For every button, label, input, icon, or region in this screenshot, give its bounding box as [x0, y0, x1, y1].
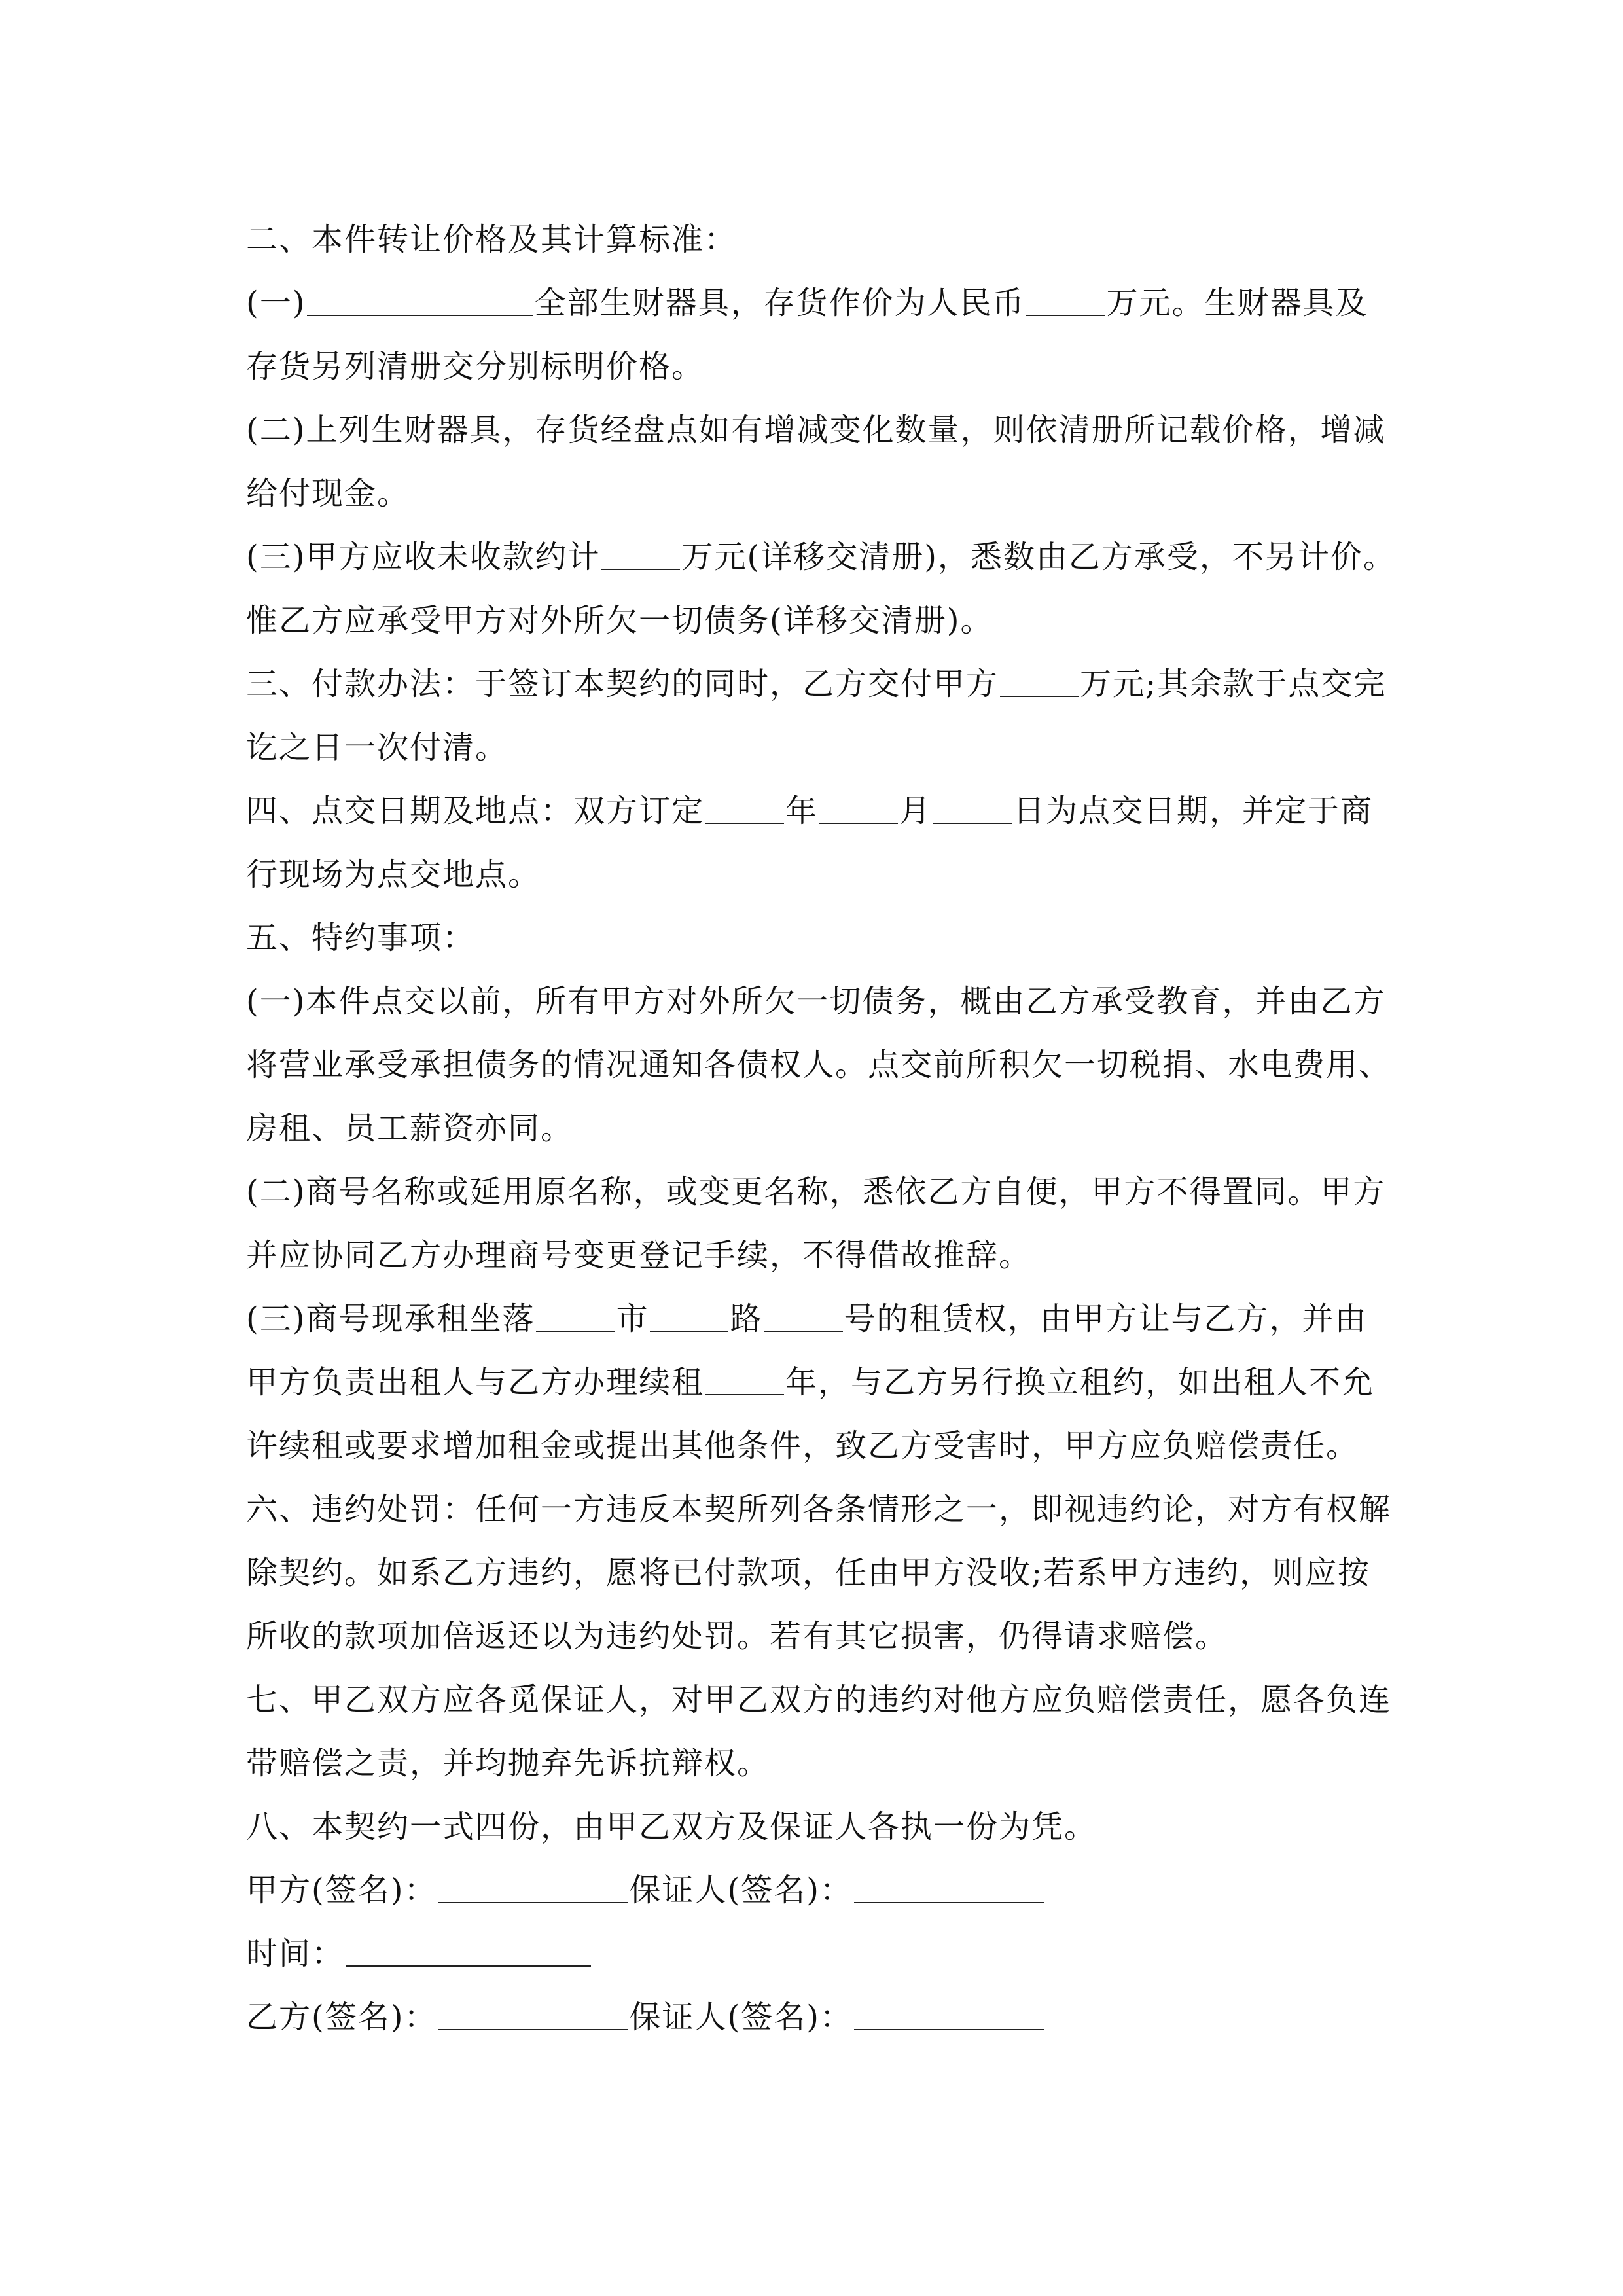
signature-row-party-a	[246, 1859, 1404, 1922]
text-line: 存货另列清册交分别标明价格。	[246, 348, 705, 385]
party-a-signature-field[interactable]	[438, 1871, 628, 1903]
guarantor-signature-label: 保证人(签名)：	[629, 1999, 853, 2036]
clause-2-3-line: (三)甲方应收未收款约计 万元(详移交清册)，悉数由乙方承受，不另计价。	[246, 539, 1396, 575]
text-line: 甲方负责出租人与乙方办理续租 年，与乙方另行换立租约，如出租人不允	[246, 1364, 1375, 1401]
clause-2-2-line: (二)上列生财器具，存货经盘点如有增减变化数量，则依清册所记载价格，增减	[246, 412, 1386, 448]
clause-5-3-line: (三)商号现承租坐落 市 路 号的租赁权，由甲方让与乙方，并由	[246, 1300, 1368, 1337]
clause-2-heading: 二、本件转让价格及其计算标准：	[246, 221, 738, 258]
clause-6-line: 六、违约处罚：任何一方违反本契所列各条情形之一，即视违约论，对方有权解	[246, 1491, 1392, 1528]
clause-8-line: 八、本契约一式四份，由甲乙双方及保证人各执一份为凭。	[246, 1808, 1097, 1845]
party-b-signature-field[interactable]	[438, 1998, 628, 2030]
blank-field[interactable]	[307, 283, 533, 316]
party-b-signature-label: 乙方(签名)：	[246, 1999, 437, 2036]
party-a-signature-label: 甲方(签名)：	[246, 1872, 437, 1909]
signature-row-time	[246, 1922, 1404, 1986]
clause-4-line: 四、点交日期及地点：双方订定 年 月 日为点交日期，并定于商	[246, 793, 1374, 829]
clause-3-line: 三、付款办法：于签订本契约的同时，乙方交付甲方 万元;其余款于点交完	[246, 666, 1387, 702]
text-line: 许续租或要求增加租金或提出其他条件，致乙方受害时，甲方应负赔偿责任。	[246, 1427, 1359, 1464]
text-line: 行现场为点交地点。	[246, 856, 541, 893]
text-line: 除契约。如系乙方违约，愿将已付款项，任由甲方没收;若系甲方违约，则应按	[246, 1554, 1371, 1591]
blank-field[interactable]	[705, 1363, 784, 1395]
guarantor-signature-field[interactable]	[854, 1998, 1044, 2030]
blank-field[interactable]	[536, 1299, 615, 1332]
text-line: 带赔偿之责，并均抛弃先诉抗辩权。	[246, 1745, 770, 1782]
clause-5-2-line: (二)商号名称或延用原名称，或变更名称，悉依乙方自便，甲方不得置同。甲方	[246, 1174, 1386, 1210]
text-line: 将营业承受承担债务的情况通知各债权人。点交前所积欠一切税捐、水电费用、	[246, 1047, 1392, 1083]
time-label: 时间：	[246, 1935, 345, 1972]
signature-row-party-b	[246, 1986, 1404, 2049]
text-line: 并应协同乙方办理商号变更登记手续，不得借故推辞。	[246, 1237, 1032, 1274]
text-line: 惟乙方应承受甲方对外所欠一切债务(详移交清册)。	[246, 602, 993, 639]
text-line: 讫之日一次付清。	[246, 729, 508, 766]
clause-5-1-line: (一)本件点交以前，所有甲方对外所欠一切债务，概由乙方承受教育，并由乙方	[246, 983, 1386, 1020]
blank-field[interactable]	[1026, 283, 1105, 316]
guarantor-signature-field[interactable]	[854, 1871, 1044, 1903]
blank-field[interactable]	[601, 537, 680, 570]
clause-2-1-line: (一) 全部生财器具，存货作价为人民币 万元。生财器具及	[246, 285, 1368, 321]
text-line: 所收的款项加倍返还以为违约处罚。若有其它损害，仍得请求赔偿。	[246, 1618, 1228, 1655]
clause-7-line: 七、甲乙双方应各觅保证人，对甲乙双方的违约对他方应负赔偿责任，愿各负连	[246, 1681, 1392, 1718]
blank-field[interactable]	[933, 791, 1012, 824]
blank-field[interactable]	[1000, 664, 1079, 697]
blank-field[interactable]	[705, 791, 784, 824]
contract-body	[246, 208, 1404, 2049]
text-line: 给付现金。	[246, 475, 410, 512]
text-line: 房租、员工薪资亦同。	[246, 1110, 574, 1147]
clause-5-heading: 五、特约事项：	[246, 920, 476, 956]
time-field[interactable]	[346, 1934, 591, 1967]
guarantor-signature-label: 保证人(签名)：	[629, 1872, 853, 1909]
blank-field[interactable]	[650, 1299, 728, 1332]
blank-field[interactable]	[764, 1299, 843, 1332]
blank-field[interactable]	[819, 791, 898, 824]
